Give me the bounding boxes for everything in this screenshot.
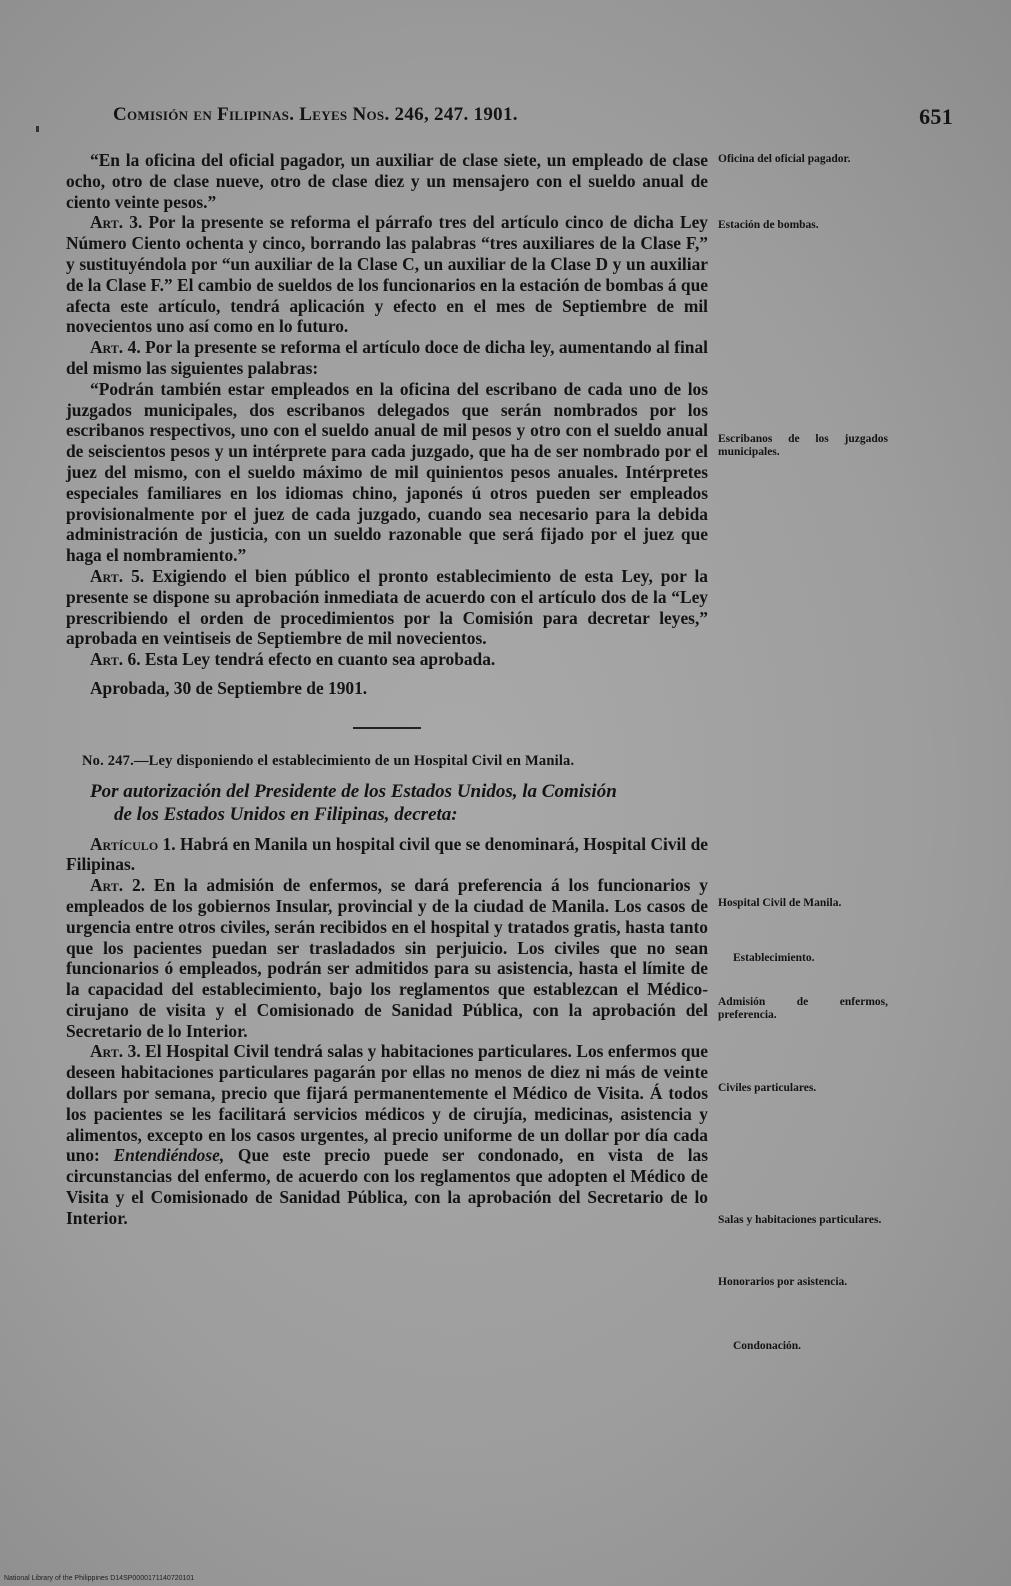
article-label: Art. 3. [90,1041,141,1062]
running-header [113,104,953,132]
page-number: 651 [919,104,953,129]
proviso-word: Entendiéndose, [113,1145,225,1166]
article-text: Exigiendo el bien público el pronto establecimiento de esta Ley, por la presente se dispone su aprobación inmediata de acuerdo con el artículo dos de la “Ley prescribiendo el orden de procedimientos por la Comisión para decretar leyes,” aprobada en veintiseis de Septiembre de mil novecientos. [66,565,708,649]
enacting-clause-line-1: Por autorización del Presidente de los Estados Unidos, la Comisión [90,780,617,802]
margin-note-bombas: Estación de bombas. [718,219,819,231]
margin-note-admision: Admisión de enfermos, preferencia. [718,996,888,1021]
article-label: Art. 6. [90,649,141,670]
article-text: Por la presente se reforma el artículo doce de dicha ley, aumentando al final del mismo las siguientes palabras: [66,337,708,378]
paragraph-articulo-1 [66,834,708,876]
paragraph-escribanos: “Podrán también estar empleados en la oficina del escribano de cada uno de los juzgados municipales, dos escribanos delegados que serán nombrados por los escribanos respectivos, uno con el sueldo anual de mil pesos y otro con el sueldo anual de seiscientos pesos y un intérprete para cada juzgado, que ha de ser nombrado por el juez del mismo, con el sueldo máximo de mil quinientos pesos anuales. Intérpretes especiales familiares en los idiomas chino, japonés ú otros pueden ser empleados provisionalmente por el juez de cada juzgado, cuando sea necesario para la debida administración de justicia, con un sueldo razonable que será fijado por el juez que haga el nombramiento.” [66,378,708,566]
article-text: El Hospital Civil tendrá salas y habitaciones particulares. Los enfermos que deseen habitaciones particulares pagarán por ellas no menos de diez ni más de veinte dollars por semana, precio que fijará permanentemente el Médico de Visita. Á todos los pacientes se les facilitará servicios médicos y de cirujía, medicinas, asistencia y alimentos, excepto en los casos urgentes, al precio uniforme de un dollar por día cada uno: [66,1041,708,1166]
paragraph-art-2 [66,875,708,1041]
margin-note-establecimiento: Establecimiento. [733,952,815,964]
scan-credit: National Library of the Philippines D14SP0000171140720101 [4,1575,195,1582]
paragraph-oficina: “En la oficina del oficial pagador, un auxiliar de clase siete, un empleado de clase ocho, otro de clase nueve, otro de clase diez y un mensajero con el sueldo anual de ciento veinte pesos.” [66,150,708,212]
margin-note-salas: Salas y habitaciones particulares. [718,1214,882,1226]
article-label: Art. 4. [90,337,141,358]
article-text: Que este precio puede ser condonado, en vista de las circunstancias del enfermo, de acuerdo con los reglamentos que adopten el Médico de Visita y el Comisionado de Sanidad Pública, con la aprobación del Secretario de lo Interior. [66,1145,708,1228]
paragraph-art-4 [66,337,708,379]
paragraph-art-6 [66,649,708,670]
margin-note-escribanos: Escribanos de los juzgados municipales. [718,433,888,458]
article-text: Habrá en Manila un hospital civil que se denominará, Hospital Civil de Filipinas. [66,833,708,875]
margin-note-oficina: Oficina del oficial pagador. [718,153,851,165]
article-label: Art. 3. [90,212,143,233]
paragraph-art-3 [66,212,708,337]
enacting-clause-line-2: de los Estados Unidos en Filipinas, decreta: [114,803,458,825]
margin-note-condonacion: Condonación. [733,1340,802,1352]
paragraph-art-3-hospital [66,1041,708,1228]
article-text: Esta Ley tendrá efecto en cuanto sea aprobada. [144,649,496,670]
body-text [66,150,708,1229]
section-divider [353,727,421,729]
article-text: En la admisión de enfermos, se dará preferencia á los funcionarios y empleados de los gobiernos Insular, provincial y de la ciudad de Manila. Los casos de urgencia entre otros civiles, serán recibidos en el hospital y tratados gratis, hasta tanto que los pacientes puedan ser trasladados sin perjuicio. Los civiles que no sean funcionarios ó empleados, podrán ser admitidos para su asistencia, hasta el límite de la capacidad del establecimiento, bajo los reglamentos que establezcan el Médico-cirujano de visita y el Comisionado de Sanidad Pública, con la aprobación del Secretario de lo Interior. [66,875,708,1041]
header-title: Comisión en Filipinas. Leyes Nos. 246, 247. 1901. [113,104,518,125]
article-text: Por la presente se reforma el párrafo tres del artículo cinco de dicha Ley Número Ciento ochenta y cinco, borrando las palabras “tres auxiliares de la Clase F,” y sustituyéndola por “un auxiliar de la Clase C, un auxiliar de la Clase D y un auxiliar de la Clase F.” El cambio de sueldos de los funcionarios en la estación de bombas á que afecta este artículo, tendrá aplicación y efecto en el mes de Septiembre de mil novecientos uno así como en lo futuro. [66,212,708,337]
law-title: No. 247.—Ley disponiendo el establecimiento de un Hospital Civil en Manila. [82,752,575,769]
margin-note-hospital: Hospital Civil de Manila. [718,897,842,909]
article-label: Art. 5. [90,565,145,586]
margin-note-civiles: Civiles particulares. [718,1082,817,1094]
margin-note-honorarios: Honorarios por asistencia. [718,1276,848,1288]
ink-mark [36,126,39,132]
approval-date: Aprobada, 30 de Septiembre de 1901. [90,677,368,698]
article-label: Artículo 1. [90,833,176,854]
paragraph-art-5 [66,566,708,649]
article-label: Art. 2. [90,875,146,896]
